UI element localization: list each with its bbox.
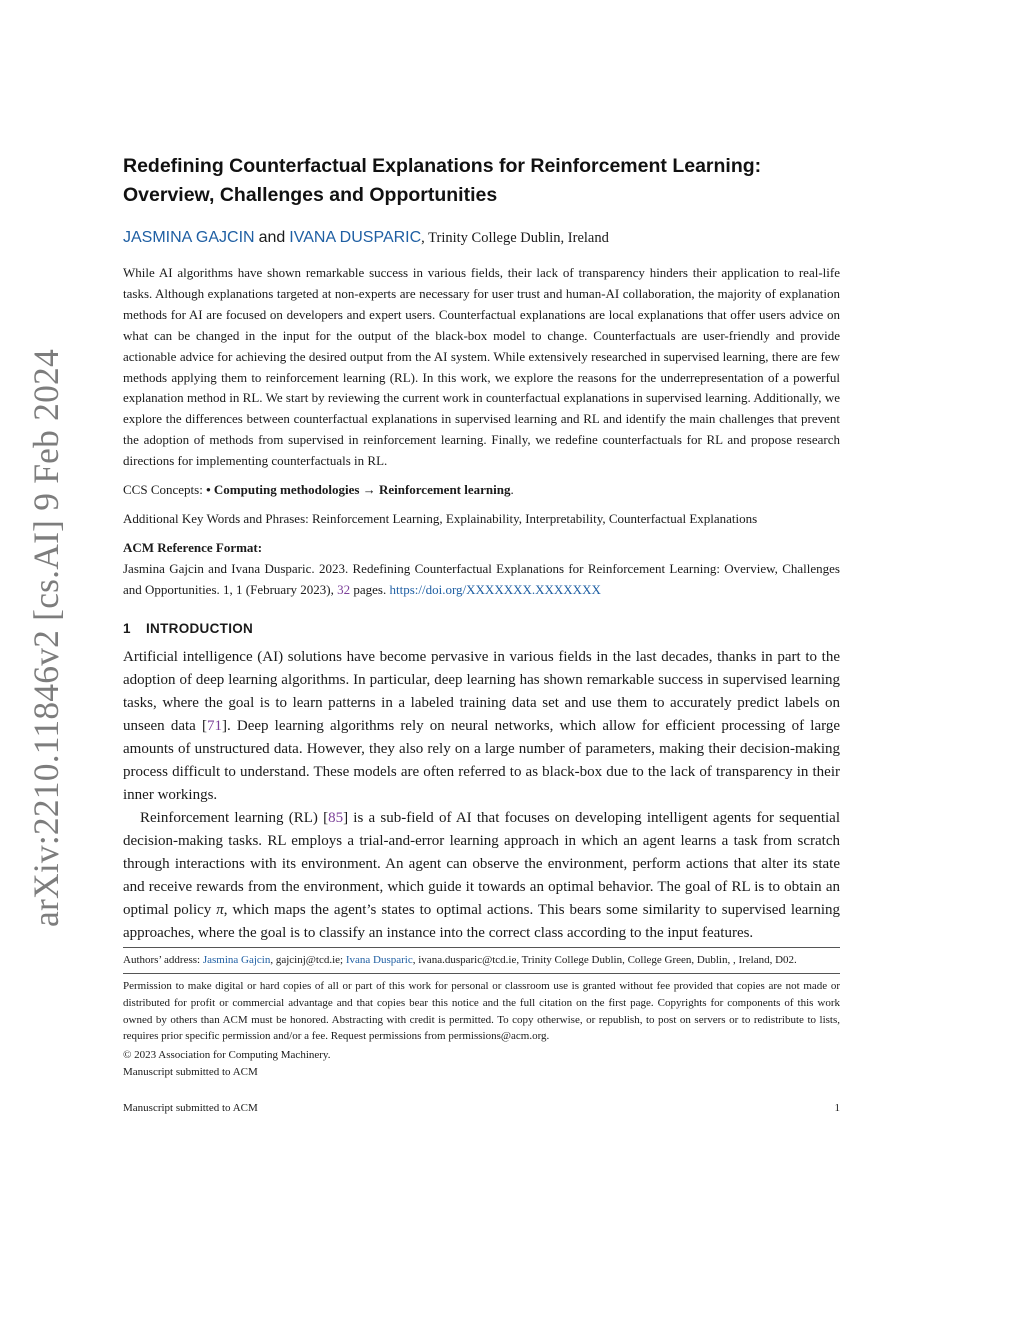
footnote-divider bbox=[123, 947, 840, 948]
author-link-dusparic[interactable]: IVANA DUSPARIC bbox=[289, 229, 422, 246]
manuscript-note: Manuscript submitted to ACM bbox=[123, 1066, 258, 1078]
author-conjunction: and bbox=[258, 229, 286, 246]
ccs-label: CCS Concepts: bbox=[123, 482, 207, 497]
paper-title: Redefining Counterfactual Explanations for Reinforcement Learning: Overview, Challenges and Opportunities bbox=[123, 155, 762, 206]
page-footer bbox=[123, 1100, 840, 1116]
page-number: 1 bbox=[834, 1102, 840, 1114]
authors-address bbox=[123, 952, 843, 968]
address-label: Authors’ address: bbox=[123, 954, 203, 966]
ccs-concepts bbox=[123, 480, 840, 500]
ccs-bullet: • bbox=[206, 482, 214, 497]
ccs-arrow: → bbox=[359, 482, 379, 497]
section-heading bbox=[123, 619, 253, 639]
paragraph-2-text-b: ] is a sub-field of AI that focuses on developing intelligent agents for sequential decision-making tasks. RL employs a trial-and-error learning approach in which an agent learns a task from scratch through interactions with its environment. An agent can observe the environment, perform actions that alter its state and receive rewards from the environment, which guide it towards an optimal behavior. The goal of RL is to obtain an optimal policy bbox=[123, 810, 840, 918]
abstract: While AI algorithms have shown remarkable success in various fields, their lack of transparency hinders their application to real-life tasks. Although explanations targeted at non-experts are necessary for user trust and human-AI collaboration, the majority of explanation methods for AI are focused on developers and expert users. Counterfactual explanations are local explanations that offer users advice on what can be changed in the input for the output of the black-box model to change. Counterfactuals are user-friendly and provide actionable advice for achieving the desired output from the AI system. While extensively researched in supervised learning, there are few methods applying them to reinforcement learning (RL). In this work, we explore the reasons for the underrepresentation of a powerful explanation method in RL. We start by reviewing the current work in counterfactual explanations in supervised learning. Additionally, we explore the differences between counterfactual explanations in supervised learning and RL and identify the main challenges that prevent the adoption of methods from supervised in reinforcement learning. Finally, we redefine counterfactuals for RL and propose research directions for implementing counterfactuals in RL. bbox=[123, 265, 840, 469]
footer-left: Manuscript submitted to ACM bbox=[123, 1102, 258, 1114]
citation-71[interactable]: 71 bbox=[206, 718, 222, 734]
ccs-end: . bbox=[510, 482, 514, 497]
permission-divider bbox=[123, 973, 840, 974]
body-text bbox=[123, 646, 840, 945]
arxiv-stamp: arXiv:2210.11846v2 [cs.AI] 9 Feb 2024 bbox=[26, 349, 66, 927]
acm-reference-heading: ACM Reference Format: bbox=[123, 540, 263, 555]
permission-notice: Permission to make digital or hard copies of all or part of this work for personal or classroom use is granted without fee provided that copies are not made or distributed for profit or commercial advantage and that copies bear this notice and the full citation on the first page. Copyrights for components of this work owned by others than ACM must be honored. Abstracting with credit is permitted. To copy otherwise, or republish, to post on servers or to redistribute to lists, requires prior specific permission and/or a fee. Request permissions from permissions@acm.org. bbox=[123, 980, 840, 1043]
paragraph-2-text-c: , which maps the agent’s states to optimal actions. This bears some similarity to supervised learning approaches, where the goal is to classify an instance into the correct class according to the input features. bbox=[123, 902, 841, 941]
acm-reference-body: Jasmina Gajcin and Ivana Dusparic. 2023. Redefining Counterfactual Explanations for Reinforcement Learning: Overview, Challenges and Opportunities. 1, 1 (February 2023), bbox=[123, 561, 840, 597]
policy-symbol: π bbox=[216, 902, 224, 918]
author-link-gajcin[interactable]: JASMINA GAJCIN bbox=[123, 229, 255, 246]
copyright-notice: © 2023 Association for Computing Machinery. bbox=[123, 1049, 331, 1061]
paragraph-1 bbox=[123, 646, 840, 807]
author-affiliation: , Trinity College Dublin, Ireland bbox=[421, 230, 609, 246]
address-email-1: , gajcinj@tcd.ie; bbox=[270, 954, 346, 966]
address-link-dusparic[interactable]: Ivana Dusparic bbox=[345, 954, 413, 966]
ccs-subconcept: Reinforcement learning bbox=[378, 482, 511, 497]
paragraph-1-text-a: Artificial intelligence (AI) solutions have become pervasive in various fields in the last decades, thanks in part to the adoption of deep learning algorithms. In particular, deep learning has shown remarkable success in supervised learning tasks, where the goal is to learn patterns in a labeled training data set and use them to accurately predict labels on unseen data [ bbox=[123, 649, 840, 734]
acm-reference-text bbox=[123, 558, 840, 600]
author-line bbox=[123, 226, 840, 250]
pages-link[interactable]: 32 bbox=[337, 582, 351, 597]
keywords: Additional Key Words and Phrases: Reinforcement Learning, Explainability, Interpretability, Counterfactual Explanations bbox=[123, 511, 758, 526]
address-link-gajcin[interactable]: Jasmina Gajcin bbox=[202, 954, 271, 966]
address-rest: , ivana.dusparic@tcd.ie, Trinity College Dublin, College Green, Dublin, , Ireland, D02. bbox=[412, 954, 797, 966]
ccs-concept: Computing methodologies bbox=[213, 482, 360, 497]
doi-link[interactable]: https://doi.org/XXXXXXX.XXXXXXX bbox=[389, 582, 601, 597]
paragraph-1-text-b: ]. Deep learning algorithms rely on neural networks, which allow for efficient processing of large amounts of unstructured data. However, they also rely on a large number of parameters, making their decision-making process difficult to understand. These models are often referred to as black-box due to the lack of transparency in their inner workings. bbox=[123, 718, 840, 803]
paragraph-2-text-a: Reinforcement learning (RL) [ bbox=[140, 810, 329, 826]
section-number: 1 bbox=[123, 621, 131, 636]
paragraph-2 bbox=[123, 807, 840, 945]
section-title: INTRODUCTION bbox=[146, 621, 254, 636]
citation-85[interactable]: 85 bbox=[328, 810, 344, 826]
acm-reference-pages: pages. bbox=[350, 582, 390, 597]
